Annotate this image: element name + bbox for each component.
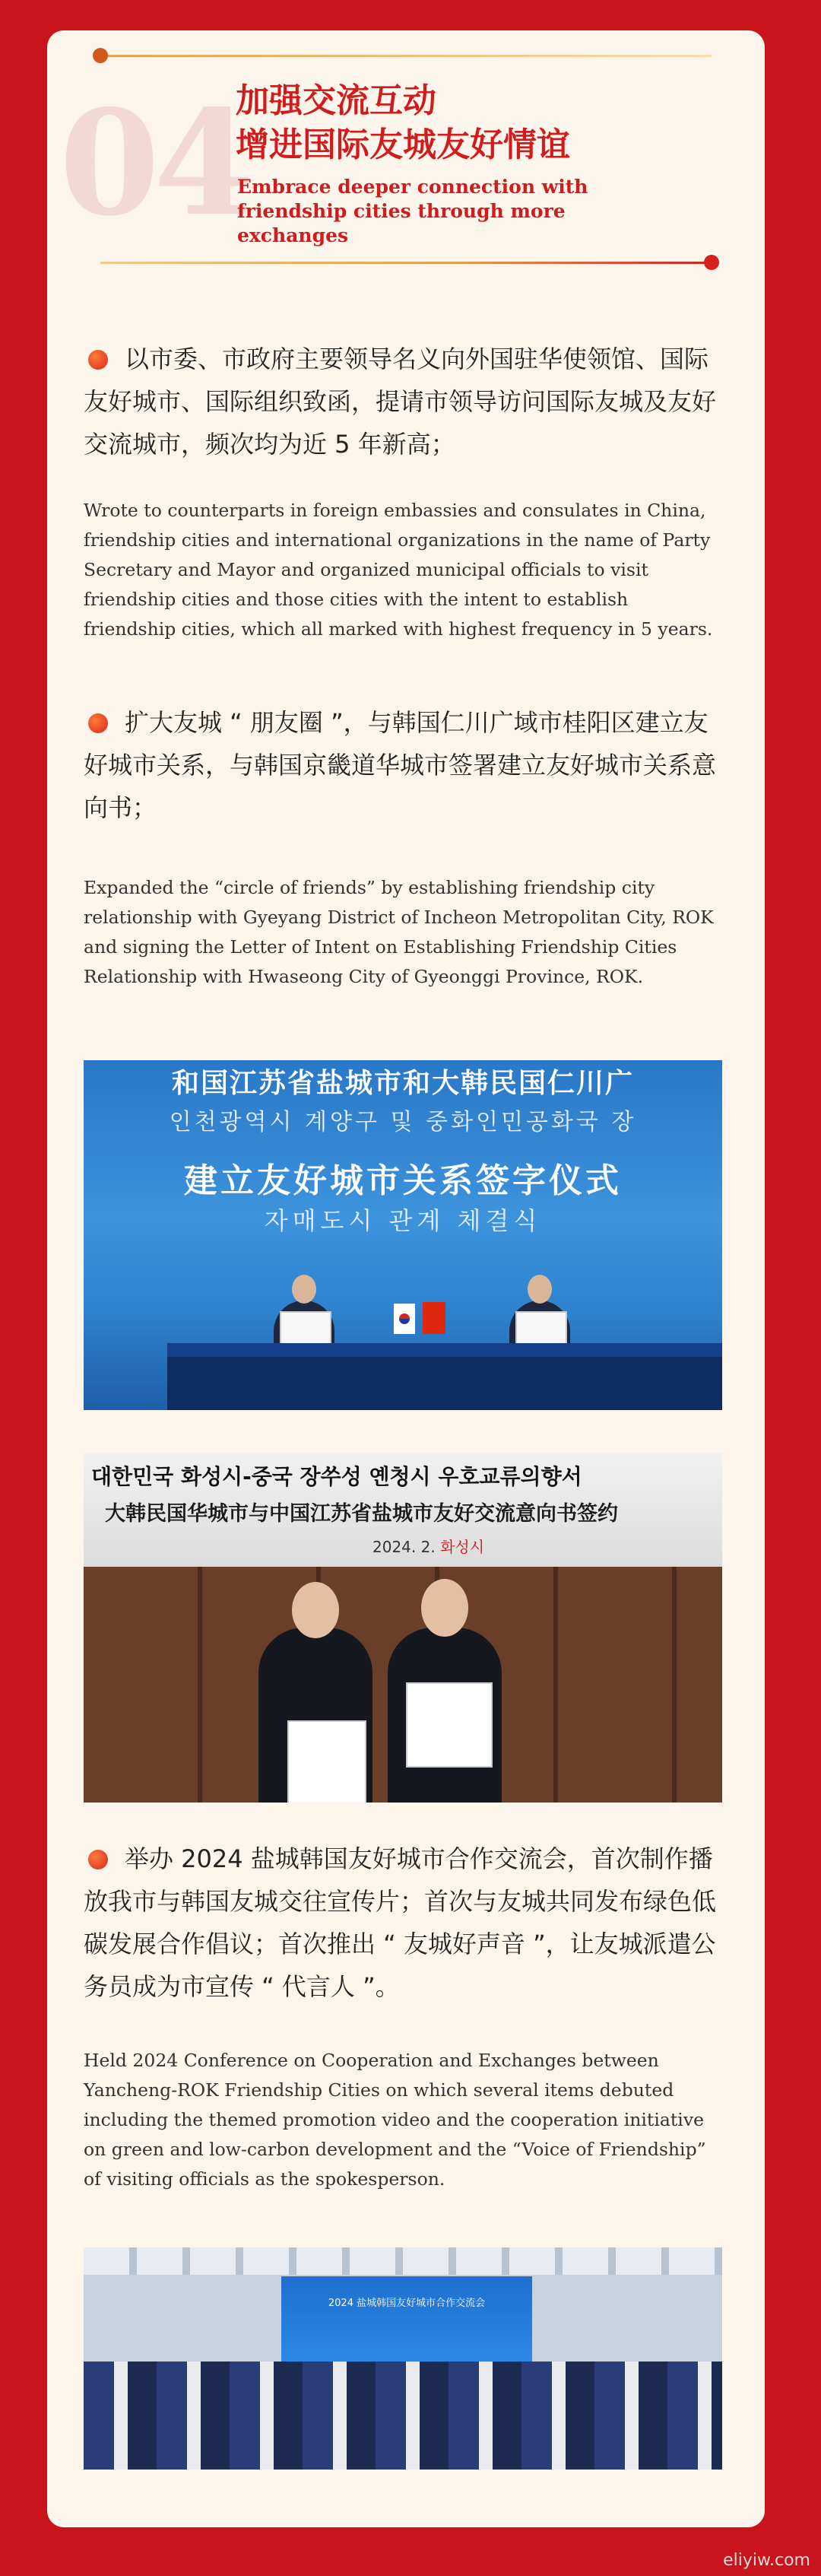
item1-en: Wrote to counterparts in foreign embassies and consulates in China, friendship cities and international organizations in the name of Party Secretary and Mayor and organized municipal officials to visit friendship cities and those cities with the intent to establish friendship cities, which all marked with highest frequency in 5 years. — [84, 500, 713, 640]
item2-cn-text: 扩大友城 “ 朋友圈 ”，与韩国仁川广域市桂阳区建立友好城市关系，与韩国京畿道华城市签署建立友好城市关系意向书； — [84, 708, 717, 822]
agreement-document-right — [406, 1682, 493, 1768]
china-flag-icon — [423, 1302, 445, 1334]
audience-seating — [84, 2362, 722, 2470]
signing-table — [167, 1343, 722, 1410]
bullet-icon — [88, 350, 108, 370]
face — [292, 1582, 339, 1638]
hall-ceiling — [84, 2247, 722, 2275]
item3-en: Held 2024 Conference on Cooperation and Exchanges between Yancheng-ROK Friendship Cities on which several items debuted including the themed promotion video and the cooperation initiative on green and low-carbon development and the “Voice of Friendship” of visiting officials as the spokesperson. — [84, 2050, 706, 2190]
title-en-line2: friendship cities through more exchanges — [237, 200, 566, 246]
head — [292, 1275, 316, 1304]
photo2-banner-cn: 大韩民国华城市与中国江苏省盐城市友好交流意向书签约 — [105, 1502, 618, 1526]
photo2-banner — [84, 1453, 722, 1567]
title-cn-line1: 加强交流互动 — [236, 81, 436, 120]
face — [421, 1579, 468, 1637]
section-number: 04 — [59, 78, 249, 248]
photo1-banner-line2: 인천광역시 계양구 및 중화인민공화국 장 — [169, 1109, 637, 1136]
bullet-icon — [88, 1850, 108, 1869]
item3-cn — [84, 1838, 730, 2008]
photo2-date: 2024. 2. — [372, 1538, 436, 1556]
rule-dot — [93, 48, 108, 63]
photo2-banner-korean: 대한민국 화성시-중국 장쑤성 옌청시 우호교류의향서 — [91, 1464, 582, 1489]
item1-cn — [84, 338, 730, 465]
bullet-icon — [88, 713, 108, 733]
item3-cn-text: 举办 2024 盐城韩国友好城市合作交流会，首次制作播放我市与韩国友城交往宣传片；首次与友城共同发布绿色低碳发展合作倡议；首次推出 “ 友城好声音 ”，让友城派遣公务员成为市宣传 “ 代言人 ”。 — [84, 1844, 717, 2001]
header-top-rule — [100, 55, 712, 57]
agreement-document-left — [287, 1720, 366, 1803]
korea-flag-icon — [394, 1304, 415, 1334]
stage-screen — [281, 2276, 532, 2368]
watermark: eliyiw.com — [723, 2551, 810, 2570]
rule-dot — [704, 255, 719, 270]
item1-cn-text: 以市委、市政府主要领导名义向外国驻华使领馆、国际友好城市、国际组织致函，提请市领导访问国际友城及友好交流城市，频次均为近 5 年新高； — [84, 345, 717, 459]
item2-en: Expanded the “circle of friends” by establishing friendship city relationship with Gyeyang District of Incheon Metropolitan City, ROK and signing the Letter of Intent on Establishing Friendship Cities Relationship with Hwaseong City of Gyeonggi Province, ROK. — [84, 877, 714, 987]
section-title-en — [237, 175, 663, 248]
head — [528, 1275, 552, 1304]
header-bottom-rule — [100, 262, 712, 264]
title-cn-line2: 增进国际友城友好情谊 — [236, 125, 570, 164]
item2-cn — [84, 701, 730, 829]
stage-screen-text: 2024 盐城韩国友好城市合作交流会 — [328, 2298, 486, 2309]
title-en-line1: Embrace deeper connection with — [237, 176, 588, 198]
photo1-banner-title: 建立友好城市关系签字仪式 — [184, 1161, 622, 1200]
photo-conference-hall — [84, 2247, 722, 2470]
photo-handshake — [84, 1453, 722, 1803]
photo1-banner-line1: 和国江苏省盐城市和大韩民国仁川广 — [171, 1068, 634, 1099]
photo-signing-ceremony — [84, 1060, 722, 1410]
photo1-banner-korean: 자매도시 관계 체결식 — [264, 1206, 542, 1235]
section-title-cn — [236, 79, 661, 167]
photo2-banner-date — [372, 1535, 484, 1557]
photo2-city: 화성시 — [440, 1538, 485, 1556]
